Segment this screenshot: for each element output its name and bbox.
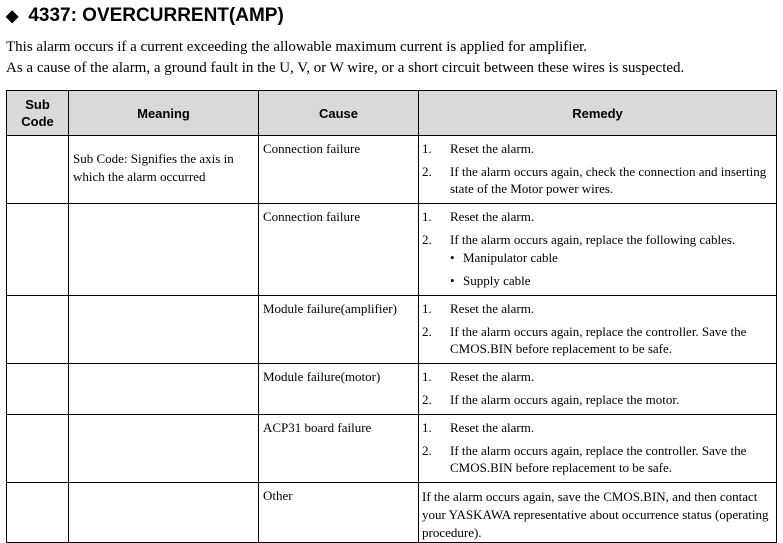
remedy-step: 1. Reset the alarm. [422,369,535,384]
subcode-cell [7,136,69,204]
cause-cell: Other [259,483,419,543]
remedy-cell [419,483,777,543]
header-meaning: Meaning [69,91,259,136]
meaning-cell [69,204,259,296]
remedy-cell [419,204,777,296]
remedy-steps [419,204,776,295]
description-line: This alarm occurs if a current exceeding the allowable maximum current is applied for amplifier. [6,39,588,55]
alarm-heading [6,4,284,28]
table-row [7,136,777,204]
table-row [7,483,777,543]
remedy-cell [419,296,777,364]
subcode-cell [7,296,69,364]
cable-list [450,249,772,289]
alarm-title: 4337: OVERCURRENT(AMP) [28,5,284,26]
remedy-step: 2. If the alarm occurs again, replace the controller. Save the CMOS.BIN before replacement to be safe. [422,443,747,475]
remedy-step: 2. If the alarm occurs again, check the connection and inserting state of the Motor power wires. [422,164,767,196]
remedy-step: 2. If the alarm occurs again, replace the motor. [422,392,680,407]
subcode-cell [7,364,69,415]
alarm-description [6,37,781,79]
alarm-table [6,90,777,543]
remedy-cell [419,364,777,415]
header-subcode: Sub Code [7,91,69,136]
diamond-bullet-icon: ◆ [6,8,19,25]
table-row [7,296,777,364]
cause-cell: Module failure(amplifier) [259,296,419,364]
meaning-cell [69,483,259,543]
table-header-row [7,91,777,136]
cause-cell: Connection failure [259,204,419,296]
remedy-steps [419,364,776,408]
subcode-cell [7,415,69,483]
remedy-steps [419,136,776,197]
cause-cell: Module failure(motor) [259,364,419,415]
table-row [7,415,777,483]
remedy-step: 2. If the alarm occurs again, replace the following cables. • Manipulator cable • Supply cable [422,231,772,295]
subcode-cell [7,483,69,543]
remedy-steps [419,296,776,357]
remedy-step: 1. Reset the alarm. [422,420,535,435]
cable-list-item: • Supply cable [450,273,531,288]
header-cause: Cause [259,91,419,136]
table-row [7,204,777,296]
remedy-step: 1. Reset the alarm. [422,209,535,224]
header-remedy: Remedy [419,91,777,136]
bullet-icon: • [450,250,455,265]
subcode-cell [7,204,69,296]
remedy-step: 1. Reset the alarm. [422,141,535,156]
remedy-cell [419,415,777,483]
meaning-cell: Sub Code: Signifies the axis in which the alarm occurred [69,136,259,204]
cause-cell: ACP31 board failure [259,415,419,483]
cause-cell: Connection failure [259,136,419,204]
bullet-icon: • [450,273,455,288]
remedy-cell [419,136,777,204]
description-line: As a cause of the alarm, a ground fault in the U, V, or W wire, or a short circuit between these wires is suspected. [6,60,685,76]
table-row [7,364,777,415]
meaning-cell [69,364,259,415]
remedy-step: 1. Reset the alarm. [422,301,535,316]
remedy-steps [419,415,776,476]
cable-list-item: • Manipulator cable [450,250,558,265]
meaning-cell [69,415,259,483]
remedy-text: If the alarm occurs again, save the CMOS.BIN, and then contact your YASKAWA representative about occurrence status (operating procedure). [422,489,769,540]
remedy-step: 2. If the alarm occurs again, replace the controller. Save the CMOS.BIN before replacement to be safe. [422,324,747,356]
meaning-cell [69,296,259,364]
